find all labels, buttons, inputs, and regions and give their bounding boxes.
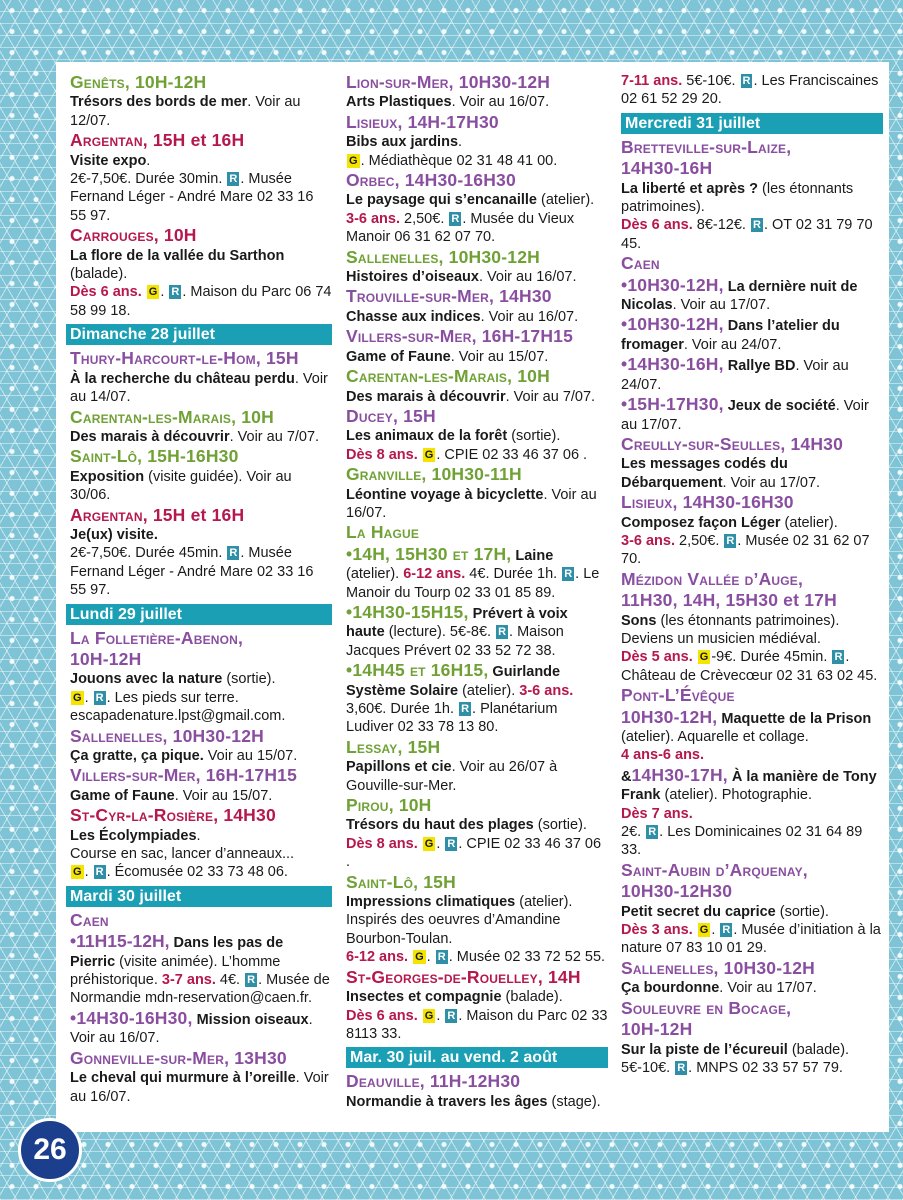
event-place: Villers-sur-Mer, 16H-17H15 xyxy=(346,326,574,347)
event-place: Pont-L’Évêque xyxy=(621,685,735,706)
column-1 xyxy=(70,72,332,1106)
event-place: Lion-sur-Mer, 10H30-12H xyxy=(346,72,551,92)
event-place: Genêts, 10H-12H xyxy=(70,72,207,92)
event-title: Arts Plastiques xyxy=(346,94,452,111)
event-la-hague: La Hague •14H, 15H30 et 17H, Laine (atelier). 6-12 ans. 4€. Durée 1h. R . Le Manoir du Tourp 02 33 01 85 89. •14H30-15H15, Prévert à voix haute (lecture). 5€-8€. R . Maison Jacques Prévert 02 33 52 72 38. •14H45 et 16H15, Guirlande Système Solaire (atelier). 3-6 ans. 3,60€. Durée 1h. R . Planétarium Ludiver 02 33 78 13 80. xyxy=(346,522,600,736)
event-argentan-1: Argentan, 15H et 16H Visite expo. 2€-7,50€. Durée 30min. R . Musée Fernand Léger - André Mare 02 33 16 55 97. xyxy=(70,130,314,224)
event-time: •15H-17H30, xyxy=(621,394,724,415)
event-place: Carentan-les-Marais, 10H xyxy=(346,366,550,387)
column-3 xyxy=(621,72,883,1077)
event-trouville: Trouville-sur-Mer, 14H30 Chasse aux indices. Voir au 16/07. xyxy=(346,286,579,325)
event-place: Lessay, 15H xyxy=(346,736,441,757)
event-title: Visite expo xyxy=(70,152,147,169)
event-place: Trouville-sur-Mer, 14H30 xyxy=(346,286,552,307)
event-st-cyr: St-Cyr-la-Rosière, 14H30 Les Écolympiades. Course en sac, lancer d’anneaux... G . R . Écomusée 02 33 73 48 06. xyxy=(70,805,295,881)
reservation-badge: R xyxy=(834,651,843,664)
event-lisieux: Lisieux, 14H30-16H30 Composez façon Léger (atelier). 3-6 ans. 2,50€. R . Musée 02 31 62 07 70. xyxy=(621,492,870,568)
event-title: Rallye BD xyxy=(723,358,796,375)
age-range: Dès 6 ans. xyxy=(70,284,142,301)
event-sallenelles: Sallenelles, 10H30-12H Histoires d’oiseaux. Voir au 16/07. xyxy=(346,246,577,286)
event-deauville: Deauville, 11H-12H30 Normandie à travers les âges (stage). xyxy=(346,1071,601,1110)
event-place: Saint-Lô, 15H xyxy=(346,871,456,892)
event-title: La dernière nuit de Nicolas xyxy=(621,278,858,314)
event-title: Maquette de la Prison xyxy=(717,710,872,727)
event-title: Mission oiseaux xyxy=(192,1011,309,1028)
event-place: Argentan, 15H et 16H xyxy=(70,130,245,151)
age-range: Dès 6 ans. xyxy=(346,1007,418,1024)
reservation-badge: R xyxy=(451,212,460,225)
event-time: 14H30-17H, xyxy=(631,764,728,785)
event-st-georges: St-Georges-de-Rouelley, 14H Insectes et compagnie (balade). Dès 6 ans. G . R . Maison du Parc 02 33 8113 33. xyxy=(346,966,608,1042)
event-saint-aubin: Saint-Aubin d’Arquenay, 10H30-12H30 Petit secret du caprice (sortie). Dès 3 ans. G . R . Musée d’initiation à la nature 07 83 10 01 29. xyxy=(621,859,881,957)
event-pirou: Pirou, 10H Trésors du haut des plages (sortie). Dès 8 ans. G . R . CPIE 02 33 46 37 06 . xyxy=(346,795,602,871)
event-bretteville: Bretteville-sur-Laize, 14H30-16H La liberté et après ? (les étonnants patrimoines). Dès 6 ans. 8€-12€. R . OT 02 31 79 70 45. xyxy=(621,136,873,252)
event-lion-sur-mer: Lion-sur-Mer, 10H30-12H Arts Plastiques. Voir au 16/07. xyxy=(346,72,551,111)
event-pont-l-eveque: Pont-L’Évêque 10H30-12H, Maquette de la Prison (atelier). Aquarelle et collage. 4 ans-6 ans. &14H30-17H, À la manière de Tony Frank (atelier). Photographie. Dès 7 ans. 2€. R . Les Dominicaines 02 31 64 89 33. xyxy=(621,685,877,859)
reservation-badge: R xyxy=(726,534,735,547)
free-badge: G xyxy=(424,448,434,461)
event-title: Game of Faune xyxy=(70,787,175,804)
event-title: La flore de la vallée du Sarthon xyxy=(70,247,285,264)
event-time: •14H, 15H30 et 17H, xyxy=(346,543,512,564)
event-place: Thury-Harcourt-le-Hom, 15H xyxy=(70,348,299,369)
event-place: Carrouges, 10H xyxy=(70,225,197,246)
event-place: Argentan, 15H et 16H xyxy=(70,504,245,525)
event-continued: 7-11 ans. 5€-10€. R . Les Franciscaines 02 61 52 29 20. xyxy=(621,73,879,108)
event-title: Le paysage qui s’encanaille xyxy=(346,192,537,209)
day-header-mar-30-vend-2: Mar. 30 juil. au vend. 2 août xyxy=(346,1047,608,1068)
event-place: Sallenelles, 10H30-12H xyxy=(621,957,815,978)
event-saint-lo: Saint-Lô, 15H Impressions climatiques (atelier). Inspirés des oeuvres d’Amandine Bourbon-Toulan. 6-12 ans. G . R . Musée 02 33 72 52 55. xyxy=(346,871,606,966)
age-range: Dès 5 ans. xyxy=(621,649,693,666)
event-title: Je(ux) visite. xyxy=(70,526,158,543)
event-place: Carentan-les-Marais, 10H xyxy=(70,406,274,427)
event-title: Jeux de société xyxy=(723,398,836,415)
event-place: Bretteville-sur-Laize, 14H30-16H xyxy=(621,136,792,179)
event-sallenelles: Sallenelles, 10H30-12H Ça bourdonne. Voir au 17/07. xyxy=(621,957,817,997)
event-mezidon: Mézidon Vallée d’Auge, 11H30, 14H, 15H30 et 17H Sons (les étonnants patrimoines). Deviens un musicien médiéval. Dès 5 ans. G -9€. Durée 45min. R . Château de Crèvecœur 02 31 63 02 45. xyxy=(621,568,878,684)
event-place: St-Cyr-la-Rosière, 14H30 xyxy=(70,805,276,826)
day-header-dimanche-28: Dimanche 28 juillet xyxy=(66,324,332,345)
age-range: Dès 3 ans. xyxy=(621,922,693,939)
event-place: St-Georges-de-Rouelley, 14H xyxy=(346,966,581,987)
event-title: Papillons et cie xyxy=(346,759,452,776)
day-header-mercredi-31: Mercredi 31 juillet xyxy=(621,113,883,134)
event-title: Les Écolympiades xyxy=(70,827,197,844)
reservation-badge: R xyxy=(498,626,507,639)
event-carentan: Carentan-les-Marais, 10H Des marais à découvrir. Voir au 7/07. xyxy=(70,406,320,445)
event-orbec: Orbec, 14H30-16H30 Le paysage qui s’encanaille (atelier). 3-6 ans. 2,50€. R . Musée du Vieux Manoir 06 31 62 07 70. xyxy=(346,170,595,246)
event-title: Histoires d’oiseaux xyxy=(346,269,479,286)
event-place: Deauville, 11H-12H30 xyxy=(346,1071,521,1092)
event-place: Saint-Lô, 15H-16H30 xyxy=(70,446,239,467)
agenda-page xyxy=(56,62,889,1132)
free-badge: G xyxy=(148,286,158,299)
event-title: À la manière de Tony Frank xyxy=(621,768,877,804)
reservation-badge: R xyxy=(247,974,256,987)
event-title: Des marais à découvrir xyxy=(70,428,230,445)
free-badge: G xyxy=(73,691,82,704)
age-range: 3-7 ans. xyxy=(157,972,216,989)
event-villers-sur-mer: Villers-sur-Mer, 16H-17H15 Game of Faune. Voir au 15/07. xyxy=(346,326,574,365)
event-villers-sur-mer: Villers-sur-Mer, 16H-17H15 Game of Faune. Voir au 15/07. xyxy=(70,765,298,804)
event-title: Prévert à voix haute xyxy=(346,605,568,641)
free-badge: G xyxy=(424,837,434,850)
event-place: Souleuvre en Bocage, 10H-12H xyxy=(621,997,792,1040)
free-badge: G xyxy=(73,866,82,879)
age-range: 3-6 ans. xyxy=(515,682,574,699)
event-time: •14H30-15H15, xyxy=(346,601,469,622)
event-place: Gonneville-sur-Mer, 13H30 xyxy=(70,1047,287,1068)
age-range: Dès 7 ans. xyxy=(621,805,693,822)
event-time: 10H30-12H, xyxy=(621,706,718,727)
event-place: La Folletière-Abenon, 10H-12H xyxy=(70,627,244,669)
event-title: Trésors du haut des plages xyxy=(346,817,534,834)
event-time: •14H30-16H30, xyxy=(70,1007,193,1028)
event-title: Ça gratte, ça pique. xyxy=(70,748,204,764)
event-carrouges: Carrouges, 10H La flore de la vallée du Sarthon (balade). Dès 6 ans. G . R . Maison du Parc 06 74 58 99 18. xyxy=(70,225,332,319)
event-place: Sallenelles, 10H30-12H xyxy=(70,725,264,746)
event-title: Composez façon Léger xyxy=(621,514,781,531)
event-title: Les animaux de la forêt xyxy=(346,428,508,445)
event-place: Caen xyxy=(70,909,109,930)
event-title: Léontine voyage à bicyclette xyxy=(346,486,544,503)
event-title: Chasse aux indices xyxy=(346,308,481,325)
age-range: Dès 8 ans. xyxy=(346,446,418,463)
reservation-badge: R xyxy=(461,703,470,715)
event-title: Petit secret du caprice xyxy=(621,903,776,920)
event-title: Trésors des bords de mer xyxy=(70,94,248,111)
event-place: Mézidon Vallée d’Auge, 11H30, 14H, 15H30 et 17H xyxy=(621,568,837,611)
event-lessay: Lessay, 15H Papillons et cie. Voir au 26/07 à Gouville-sur-Mer. xyxy=(346,736,558,794)
event-title: À la recherche du château perdu xyxy=(70,370,295,387)
reservation-badge: R xyxy=(171,286,180,299)
event-caen: Caen •11H15-12H, Dans les pas de Pierric (visite animée). L’homme préhistorique. 3-7 ans. 4€. R . Musée de Normandie mdn-reservation@caen.fr. •14H30-16H30, Mission oiseaux. Voir au 16/07. xyxy=(70,909,330,1047)
event-place: Caen xyxy=(621,253,660,274)
event-title: Exposition xyxy=(70,468,145,485)
reservation-badge: R xyxy=(229,173,238,186)
event-caen: Caen •10H30-12H, La dernière nuit de Nicolas. Voir au 17/07. •10H30-12H, Dans l’atelier du fromager. Voir au 24/07. •14H30-16H, Rallye BD. Voir au 24/07. •15H-17H30, Jeux de société. Voir au 17/07. xyxy=(621,253,869,433)
reservation-badge: R xyxy=(564,568,573,581)
event-place: La Hague xyxy=(346,522,420,543)
reservation-badge: R xyxy=(742,75,751,87)
event-creully: Creully-sur-Seulles, 14H30 Les messages codés du Débarquement. Voir au 17/07. xyxy=(621,433,844,491)
event-time: •14H45 et 16H15, xyxy=(346,660,489,681)
free-badge: G xyxy=(349,154,358,167)
reservation-badge: R xyxy=(677,1061,686,1074)
event-place: Granville, 10H30-11H xyxy=(346,464,522,485)
event-title: Dans l’atelier du fromager xyxy=(621,318,840,353)
event-title: Laine xyxy=(511,547,554,564)
event-ducey: Ducey, 15H Les animaux de la forêt (sortie). Dès 8 ans. G . CPIE 02 33 46 37 06 . xyxy=(346,405,588,463)
free-badge: G xyxy=(415,951,424,964)
event-title: Dans les pas de Pierric xyxy=(70,935,284,970)
age-range: 3-6 ans. xyxy=(621,532,675,549)
reservation-badge: R xyxy=(437,951,446,964)
event-title: Sur la piste de l’écureuil xyxy=(621,1041,788,1058)
reservation-badge: R xyxy=(447,1009,456,1022)
event-time: •11H15-12H, xyxy=(70,931,170,952)
age-range: 6-12 ans. xyxy=(399,566,466,583)
reservation-badge: R xyxy=(722,924,731,937)
event-place: Creully-sur-Seulles, 14H30 xyxy=(621,433,844,454)
event-gonneville: Gonneville-sur-Mer, 13H30 Le cheval qui murmure à l’oreille. Voir au 16/07. xyxy=(70,1047,329,1105)
event-place: Ducey, 15H xyxy=(346,405,436,426)
age-range: 7-11 ans. xyxy=(621,73,683,89)
event-title: Des marais à découvrir xyxy=(346,388,506,405)
page-number: 26 xyxy=(18,1118,82,1182)
event-title: Ça bourdonne xyxy=(621,980,720,997)
age-range: 3-6 ans. xyxy=(346,210,400,227)
event-time: •10H30-12H, xyxy=(621,274,724,295)
reservation-badge: R xyxy=(648,826,657,839)
age-range: 4 ans-6 ans. xyxy=(621,747,705,764)
event-title: Les messages codés du Débarquement xyxy=(621,456,788,491)
event-time: •14H30-16H, xyxy=(621,354,724,375)
age-range: Dès 6 ans. xyxy=(621,217,693,234)
event-title: La liberté et après ? xyxy=(621,180,758,197)
event-title: Jouons avec la nature xyxy=(70,671,223,688)
event-title: Le cheval qui murmure à l’oreille xyxy=(70,1070,296,1087)
event-place: Villers-sur-Mer, 16H-17H15 xyxy=(70,765,298,786)
reservation-badge: R xyxy=(753,219,761,232)
event-title: Game of Faune xyxy=(346,348,451,365)
event-genets: Genêts, 10H-12H Trésors des bords de mer. Voir au 12/07. xyxy=(70,72,301,129)
event-lisieux: Lisieux, 14H-17H30 Bibs aux jardins. G . Médiathèque 02 31 48 41 00. xyxy=(346,111,558,169)
event-argentan-2: Argentan, 15H et 16H Je(ux) visite. 2€-7,50€. Durée 45min. R . Musée Fernand Léger - André Mare 02 33 16 55 97. xyxy=(70,504,314,599)
event-title: Guirlande Système Solaire xyxy=(346,664,561,699)
event-title: Sons xyxy=(621,612,657,629)
day-header-lundi-29: Lundi 29 juillet xyxy=(66,604,332,625)
event-thury-harcourt: Thury-Harcourt-le-Hom, 15H À la recherche du château perdu. Voir au 14/07. xyxy=(70,348,328,406)
age-range: Dès 8 ans. xyxy=(346,835,418,852)
event-place: Lisieux, 14H-17H30 xyxy=(346,111,499,132)
event-la-folletiere: La Folletière-Abenon, 10H-12H Jouons avec la nature (sortie). G . R . Les pieds sur terre. escapadenature.lpst@gmail.com. xyxy=(70,627,286,725)
day-header-mardi-30: Mardi 30 juillet xyxy=(66,886,332,907)
event-place: Lisieux, 14H30-16H30 xyxy=(621,492,794,513)
age-range: 6-12 ans. xyxy=(346,949,409,966)
free-badge: G xyxy=(699,651,709,664)
event-granville: Granville, 10H30-11H Léontine voyage à bicyclette. Voir au 16/07. xyxy=(346,464,597,521)
event-title: Bibs aux jardins xyxy=(346,134,459,151)
event-place: Pirou, 10H xyxy=(346,795,432,816)
event-sallenelles: Sallenelles, 10H30-12H Ça gratte, ça pique. Voir au 15/07. xyxy=(70,725,298,764)
event-carentan: Carentan-les-Marais, 10H Des marais à découvrir. Voir au 7/07. xyxy=(346,366,596,405)
reservation-badge: R xyxy=(447,837,456,850)
event-time: •10H30-12H, xyxy=(621,314,724,335)
reservation-badge: R xyxy=(95,866,104,879)
event-title: Normandie à travers les âges xyxy=(346,1093,548,1110)
event-place: Saint-Aubin d’Arquenay, 10H30-12H30 xyxy=(621,859,808,902)
event-title: Impressions climatiques xyxy=(346,894,516,911)
reservation-badge: R xyxy=(229,547,238,560)
event-place: Orbec, 14H30-16H30 xyxy=(346,170,516,191)
event-place: Sallenelles, 10H30-12H xyxy=(346,246,540,267)
column-2 xyxy=(346,72,608,1111)
free-badge: G xyxy=(424,1009,434,1022)
reservation-badge: R xyxy=(95,691,104,704)
event-souleuvre: Souleuvre en Bocage, 10H-12H Sur la piste de l’écureuil (balade). 5€-10€. R . MNPS 02 33 57 57 79. xyxy=(621,997,850,1076)
free-badge: G xyxy=(699,924,709,937)
event-saint-lo: Saint-Lô, 15H-16H30 Exposition (visite guidée). Voir au 30/06. xyxy=(70,446,292,504)
event-title: Insectes et compagnie xyxy=(346,989,502,1006)
